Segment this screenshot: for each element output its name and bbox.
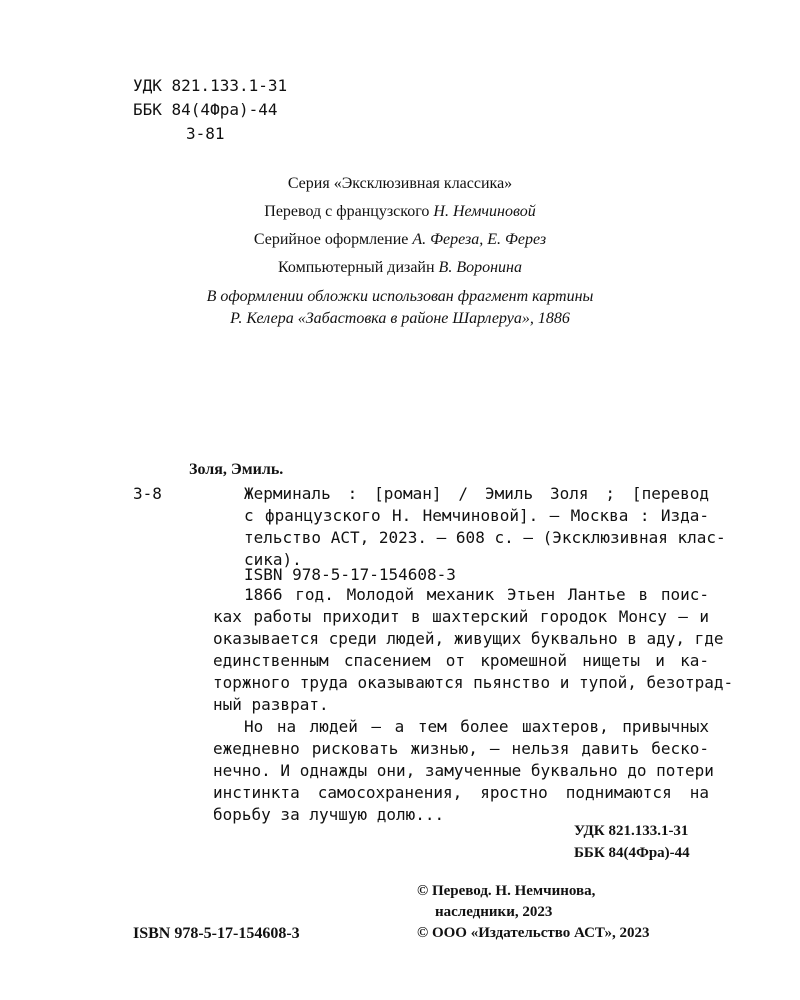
computer-design-label: Компьютерный дизайн <box>278 259 435 276</box>
annotation-p1-line-3: оказывается среди людей, живущих буквально в аду, где <box>213 629 724 648</box>
annotation-p1-line-2: ках работы приходит в шахтерский городок Монсу — и <box>213 607 709 626</box>
annotation-p2-line-5: борьбу за лучшую долю... <box>213 805 445 824</box>
author-heading: Золя, Эмиль. <box>189 461 284 478</box>
computer-design-credit <box>0 259 800 277</box>
udk-code: УДК 821.133.1-31 <box>133 76 288 95</box>
annotation-p2-line-4: инстинкта самосохранения, яростно поднимаются на <box>213 783 709 802</box>
bbk-code: ББК 84(4Фра)-44 <box>133 100 278 119</box>
annotation-p1-line-6: ный разврат. <box>213 695 329 714</box>
annotation-p2-line-2: ежедневно рисковать жизнью, — нельзя давить беско- <box>213 739 709 758</box>
record-author-sign: З-8 <box>133 484 162 503</box>
cover-note-line-2: Р. Келера «Забастовка в районе Шарлеруа», 1886 <box>230 310 570 327</box>
series-line: Серия «Эксклюзивная классика» <box>287 175 513 192</box>
translation-credit <box>0 203 800 221</box>
footer-bbk: ББК 84(4Фра)-44 <box>574 845 690 861</box>
computer-designer-name: В. Воронина <box>438 259 522 276</box>
translator-name: Н. Немчиновой <box>433 203 536 220</box>
record-line-1: Жерминаль : [роман] / Эмиль Золя ; [перевод <box>244 484 709 503</box>
translation-label: Перевод с французского <box>264 203 430 220</box>
record-line-3: тельство АСТ, 2023. — 608 с. — (Эксклюзивная клас- <box>244 528 726 547</box>
record-line-4: сика). <box>244 550 302 569</box>
copyright-translation-line-1: © Перевод. Н. Немчинова, <box>417 883 596 899</box>
annotation-p2-line-1: Но на людей — а тем более шахтеров, привычных <box>244 717 709 736</box>
author-sign-code: З-81 <box>186 124 225 143</box>
footer-isbn: ISBN 978-5-17-154608-3 <box>133 925 300 942</box>
designer-names: А. Фереза, Е. Ферез <box>412 231 547 248</box>
record-line-2: с французского Н. Немчиновой]. — Москва : Изда- <box>244 506 709 525</box>
copyright-publisher: © ООО «Издательство АСТ», 2023 <box>417 925 650 941</box>
annotation-p1-line-1: 1866 год. Молодой механик Этьен Лантье в поис- <box>244 585 709 604</box>
annotation-p2-line-3: нечно. И однажды они, замученные буквально до потери <box>213 761 714 780</box>
copyright-translation-line-2: наследники, 2023 <box>435 904 553 920</box>
footer-udk: УДК 821.133.1-31 <box>574 823 689 839</box>
design-credit <box>0 231 800 249</box>
annotation-p1-line-5: торжного труда оказываются пьянство и тупой, безотрад- <box>213 673 734 692</box>
record-isbn: ISBN 978-5-17-154608-3 <box>244 565 456 584</box>
cover-note-line-1: В оформлении обложки использован фрагмент картины <box>206 288 594 305</box>
design-label: Серийное оформление <box>253 231 409 248</box>
annotation-p1-line-4: единственным спасением от кромешной нищеты и ка- <box>213 651 709 670</box>
